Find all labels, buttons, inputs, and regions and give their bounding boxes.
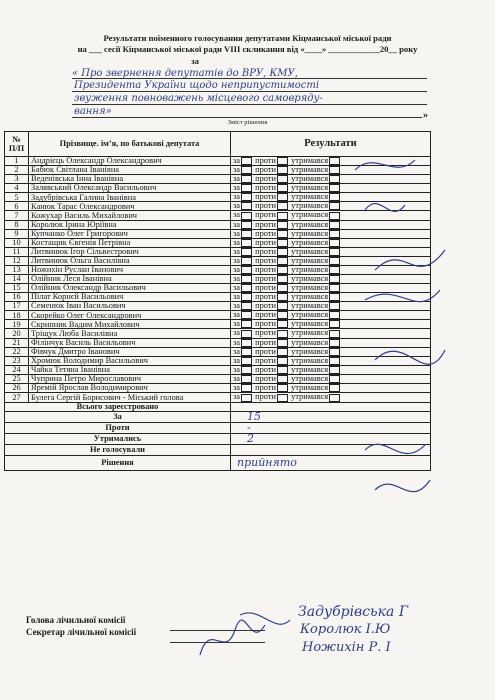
vote-against-label: проти bbox=[255, 292, 277, 302]
signature-name-3: Ножихін Р. І bbox=[302, 640, 391, 655]
deputy-name: Литвинюк Ольга Василівна bbox=[29, 256, 231, 265]
title-line-3: за bbox=[191, 56, 199, 66]
row-number: 17 bbox=[5, 302, 29, 311]
vote-for-checkbox[interactable] bbox=[241, 193, 252, 201]
row-number: 22 bbox=[5, 347, 29, 356]
deputy-name: Кожухар Василь Михайлович bbox=[29, 211, 231, 220]
vote-abstain-label: утримався bbox=[291, 183, 329, 193]
row-number: 15 bbox=[5, 284, 29, 293]
row-number: 5 bbox=[5, 193, 29, 202]
vote-abstain-checkbox[interactable] bbox=[329, 175, 340, 183]
vote-against-checkbox[interactable] bbox=[277, 284, 288, 292]
row-number: 25 bbox=[5, 374, 29, 383]
vote-against-checkbox[interactable] bbox=[277, 221, 288, 229]
vote-for-checkbox[interactable] bbox=[241, 330, 252, 338]
vote-for-label: за bbox=[233, 229, 241, 238]
vote-for-checkbox[interactable] bbox=[241, 320, 252, 328]
deputy-name: Андрієць Олександр Олександрович bbox=[29, 157, 231, 166]
vote-against-label: проти bbox=[255, 256, 277, 265]
row-number: 1 bbox=[5, 157, 29, 166]
secretary-label: Секретар лічильної комісії bbox=[26, 627, 137, 637]
vote-against-label: проти bbox=[255, 338, 277, 347]
vote-for-checkbox[interactable] bbox=[241, 394, 252, 402]
vote-against-label: проти bbox=[255, 174, 277, 184]
vote-against-checkbox[interactable] bbox=[277, 239, 288, 247]
vote-abstain-label: утримався bbox=[291, 310, 329, 320]
vote-abstain-label: утримався bbox=[291, 256, 329, 265]
row-number: 20 bbox=[5, 329, 29, 338]
vote-for-label: за bbox=[233, 347, 241, 356]
vote-against-label: проти bbox=[255, 319, 277, 329]
vote-against-label: проти bbox=[255, 183, 277, 193]
vote-against-checkbox[interactable] bbox=[277, 175, 288, 183]
row-number: 21 bbox=[5, 338, 29, 347]
vote-abstain-label: утримався bbox=[291, 365, 329, 374]
vote-for-checkbox[interactable] bbox=[241, 348, 252, 356]
vote-against-checkbox[interactable] bbox=[277, 157, 288, 165]
row-number: 14 bbox=[5, 275, 29, 284]
vote-abstain-checkbox[interactable] bbox=[329, 384, 340, 392]
vote-against-checkbox[interactable] bbox=[277, 311, 288, 319]
vote-against-checkbox[interactable] bbox=[277, 394, 288, 402]
vote-for-label: за bbox=[233, 165, 241, 175]
vote-for-checkbox[interactable] bbox=[241, 212, 252, 220]
deputy-name: Ножихін Руслан Іванович bbox=[29, 265, 231, 274]
vote-against-checkbox[interactable] bbox=[277, 184, 288, 192]
vote-against-label: проти bbox=[255, 347, 277, 356]
deputy-name: Канюк Тарас Олександрович bbox=[29, 202, 231, 211]
vote-for-label: за bbox=[233, 256, 241, 265]
vote-against-label: проти bbox=[255, 210, 277, 220]
vote-abstain-checkbox[interactable] bbox=[329, 302, 340, 310]
vote-abstain-label: утримався bbox=[291, 174, 329, 184]
handwritten-scribbles bbox=[345, 150, 465, 540]
abstain-label: Утримались bbox=[5, 433, 231, 444]
chair-label: Голова лічильної комісії bbox=[26, 615, 126, 625]
vote-against-checkbox[interactable] bbox=[277, 266, 288, 274]
row-number: 16 bbox=[5, 293, 29, 302]
vote-for-label: за bbox=[233, 210, 241, 220]
row-number: 27 bbox=[5, 393, 29, 403]
vote-against-checkbox[interactable] bbox=[277, 166, 288, 174]
vote-abstain-label: утримався bbox=[291, 238, 329, 247]
vote-against-label: проти bbox=[255, 274, 277, 284]
vote-against-checkbox[interactable] bbox=[277, 302, 288, 310]
col-name-header: Прізвище. імʼя, по батькові депутата bbox=[29, 132, 231, 157]
vote-for-checkbox[interactable] bbox=[241, 293, 252, 301]
vote-for-checkbox[interactable] bbox=[241, 157, 252, 165]
vote-abstain-checkbox[interactable] bbox=[329, 320, 340, 328]
deputy-name: Олійник Леся Іванівна bbox=[29, 275, 231, 284]
row-number: 9 bbox=[5, 229, 29, 238]
vote-for-checkbox[interactable] bbox=[241, 239, 252, 247]
vote-for-label: за bbox=[233, 365, 241, 374]
vote-against-checkbox[interactable] bbox=[277, 248, 288, 256]
deputy-name: Купчанко Олег Григорович bbox=[29, 229, 231, 238]
vote-abstain-label: утримався bbox=[291, 210, 329, 220]
vote-against-checkbox[interactable] bbox=[277, 257, 288, 265]
vote-against-label: проти bbox=[255, 220, 277, 229]
vote-for-label: за bbox=[233, 156, 241, 165]
row-number: 8 bbox=[5, 220, 29, 229]
vote-for-checkbox[interactable] bbox=[241, 175, 252, 183]
vote-against-label: проти bbox=[255, 374, 277, 383]
vote-against-label: проти bbox=[255, 356, 277, 365]
vote-abstain-label: утримався bbox=[291, 328, 329, 338]
vote-against-label: проти bbox=[255, 301, 277, 311]
vote-abstain-label: утримався bbox=[291, 247, 329, 256]
row-number: 18 bbox=[5, 311, 29, 320]
decision-label: Рішення bbox=[5, 455, 231, 470]
novote-label: Не голосували bbox=[5, 444, 231, 455]
signature-name-2: Королюк І.Ю bbox=[300, 622, 391, 637]
vote-abstain-label: утримався bbox=[291, 392, 329, 402]
vote-against-label: проти bbox=[255, 365, 277, 374]
vote-abstain-checkbox[interactable] bbox=[329, 375, 340, 383]
deputy-name: Скорейко Олег Олександрович bbox=[29, 311, 231, 320]
vote-against-checkbox[interactable] bbox=[277, 348, 288, 356]
vote-abstain-checkbox[interactable] bbox=[329, 193, 340, 201]
abstain-value: 2 bbox=[231, 433, 431, 444]
vote-against-checkbox[interactable] bbox=[277, 212, 288, 220]
vote-for-checkbox[interactable] bbox=[241, 311, 252, 319]
for-value: 15 bbox=[231, 411, 431, 422]
vote-for-checkbox[interactable] bbox=[241, 230, 252, 238]
vote-against-label: проти bbox=[255, 283, 277, 293]
vote-for-label: за bbox=[233, 274, 241, 284]
deputy-name: Яремій Ярослав Володимирович bbox=[29, 383, 231, 392]
vote-for-checkbox[interactable] bbox=[241, 166, 252, 174]
vote-against-checkbox[interactable] bbox=[277, 330, 288, 338]
vote-against-checkbox[interactable] bbox=[277, 293, 288, 301]
vote-for-label: за bbox=[233, 374, 241, 383]
vote-for-checkbox[interactable] bbox=[241, 266, 252, 274]
vote-against-checkbox[interactable] bbox=[277, 275, 288, 283]
vote-for-label: за bbox=[233, 201, 241, 211]
vote-abstain-label: утримався bbox=[291, 274, 329, 284]
vote-abstain-checkbox[interactable] bbox=[329, 239, 340, 247]
vote-abstain-label: утримався bbox=[291, 301, 329, 311]
vote-against-checkbox[interactable] bbox=[277, 357, 288, 365]
vote-abstain-checkbox[interactable] bbox=[329, 394, 340, 402]
vote-abstain-label: утримався bbox=[291, 292, 329, 302]
vote-for-checkbox[interactable] bbox=[241, 284, 252, 292]
vote-for-checkbox[interactable] bbox=[241, 384, 252, 392]
vote-abstain-label: утримався bbox=[291, 319, 329, 329]
vote-for-label: за bbox=[233, 310, 241, 320]
registered-label: Всього зареєстровано bbox=[5, 403, 231, 412]
vote-against-label: проти bbox=[255, 392, 277, 402]
against-value: - bbox=[231, 422, 431, 433]
vote-against-checkbox[interactable] bbox=[277, 320, 288, 328]
vote-for-label: за bbox=[233, 283, 241, 293]
vote-abstain-label: утримався bbox=[291, 201, 329, 211]
vote-abstain-label: утримався bbox=[291, 229, 329, 238]
vote-for-label: за bbox=[233, 265, 241, 274]
vote-abstain-checkbox[interactable] bbox=[329, 275, 340, 283]
row-number: 3 bbox=[5, 175, 29, 184]
row-number: 13 bbox=[5, 265, 29, 274]
vote-abstain-checkbox[interactable] bbox=[329, 366, 340, 374]
vote-against-checkbox[interactable] bbox=[277, 202, 288, 210]
deputy-name: Костащик Євгенія Петрівна bbox=[29, 238, 231, 247]
deputy-name: Олійник Олександр Васильович bbox=[29, 284, 231, 293]
vote-against-checkbox[interactable] bbox=[277, 375, 288, 383]
vote-for-label: за bbox=[233, 356, 241, 365]
deputy-name: Хромюк Володимир Васильович bbox=[29, 356, 231, 365]
deputy-name: Філінчук Василь Васильович bbox=[29, 338, 231, 347]
vote-abstain-label: утримався bbox=[291, 265, 329, 274]
vote-for-label: за bbox=[233, 220, 241, 229]
topic-line-3: звуження повноважень місцевого самовряду- bbox=[74, 93, 323, 104]
deputy-name: Тріщук Люба Василівна bbox=[29, 329, 231, 338]
vote-abstain-label: утримався bbox=[291, 192, 329, 202]
deputy-name: Бабюк Світлана Іванівна bbox=[29, 166, 231, 175]
vote-against-label: проти bbox=[255, 192, 277, 202]
vote-abstain-checkbox[interactable] bbox=[329, 348, 340, 356]
vote-abstain-checkbox[interactable] bbox=[329, 202, 340, 210]
vote-for-checkbox[interactable] bbox=[241, 248, 252, 256]
vote-for-checkbox[interactable] bbox=[241, 375, 252, 383]
topic-caption: Зміст рішення bbox=[227, 119, 268, 126]
signature-name-1: Задубрівська Г bbox=[298, 604, 409, 620]
vote-abstain-label: утримався bbox=[291, 283, 329, 293]
decision-topic bbox=[0, 66, 495, 126]
vote-for-label: за bbox=[233, 301, 241, 311]
col-num-header: № П/П bbox=[5, 132, 29, 157]
row-number: 6 bbox=[5, 202, 29, 211]
vote-abstain-checkbox[interactable] bbox=[329, 266, 340, 274]
vote-against-label: проти bbox=[255, 201, 277, 211]
vote-abstain-checkbox[interactable] bbox=[329, 257, 340, 265]
row-number: 19 bbox=[5, 320, 29, 329]
vote-abstain-checkbox[interactable] bbox=[329, 293, 340, 301]
vote-for-checkbox[interactable] bbox=[241, 184, 252, 192]
vote-for-label: за bbox=[233, 392, 241, 402]
vote-for-checkbox[interactable] bbox=[241, 339, 252, 347]
deputy-name: Литвинюк Ігор Сільвестрович bbox=[29, 247, 231, 256]
vote-abstain-checkbox[interactable] bbox=[329, 357, 340, 365]
vote-abstain-label: утримався bbox=[291, 338, 329, 347]
vote-against-label: проти bbox=[255, 383, 277, 392]
deputy-name: Скрипник Вадим Михайлович bbox=[29, 320, 231, 329]
vote-against-checkbox[interactable] bbox=[277, 339, 288, 347]
vote-abstain-checkbox[interactable] bbox=[329, 284, 340, 292]
vote-against-label: проти bbox=[255, 265, 277, 274]
vote-against-label: проти bbox=[255, 238, 277, 247]
vote-for-checkbox[interactable] bbox=[241, 202, 252, 210]
deputy-name: Фівчук Дмитро Іванович bbox=[29, 347, 231, 356]
row-number: 12 bbox=[5, 256, 29, 265]
vote-for-checkbox[interactable] bbox=[241, 366, 252, 374]
vote-abstain-checkbox[interactable] bbox=[329, 330, 340, 338]
row-number: 23 bbox=[5, 356, 29, 365]
vote-for-label: за bbox=[233, 247, 241, 256]
vote-against-label: проти bbox=[255, 247, 277, 256]
vote-abstain-checkbox[interactable] bbox=[329, 221, 340, 229]
vote-abstain-checkbox[interactable] bbox=[329, 157, 340, 165]
vote-abstain-label: утримався bbox=[291, 165, 329, 175]
deputy-name: Булега Сергій Борисович - Міський голова bbox=[29, 393, 231, 403]
against-label: Проти bbox=[5, 422, 231, 433]
vote-abstain-checkbox[interactable] bbox=[329, 230, 340, 238]
deputy-name: Задубрівська Галина Іванівна bbox=[29, 193, 231, 202]
row-number: 11 bbox=[5, 247, 29, 256]
vote-for-label: за bbox=[233, 383, 241, 392]
handwritten-signatures bbox=[180, 600, 310, 670]
vote-against-label: проти bbox=[255, 156, 277, 165]
vote-for-label: за bbox=[233, 238, 241, 247]
vote-abstain-label: утримався bbox=[291, 156, 329, 165]
deputy-name: Семенюк Іван Васильович bbox=[29, 302, 231, 311]
vote-for-checkbox[interactable] bbox=[241, 302, 252, 310]
row-number: 26 bbox=[5, 383, 29, 392]
vote-abstain-checkbox[interactable] bbox=[329, 311, 340, 319]
deputy-name: Чайка Тетяна Іванівна bbox=[29, 365, 231, 374]
vote-against-checkbox[interactable] bbox=[277, 384, 288, 392]
topic-line-4: вання» bbox=[74, 106, 112, 117]
vote-for-label: за bbox=[233, 292, 241, 302]
vote-for-label: за bbox=[233, 338, 241, 347]
vote-abstain-label: утримався bbox=[291, 220, 329, 229]
row-number: 7 bbox=[5, 211, 29, 220]
row-number: 2 bbox=[5, 166, 29, 175]
title-line-1: Результати поіменного голосування депутатами Кіцманської міської ради bbox=[103, 33, 392, 43]
topic-close-quote: » bbox=[423, 110, 428, 121]
vote-against-label: проти bbox=[255, 229, 277, 238]
vote-against-label: проти bbox=[255, 310, 277, 320]
vote-for-checkbox[interactable] bbox=[241, 257, 252, 265]
vote-for-checkbox[interactable] bbox=[241, 275, 252, 283]
vote-abstain-checkbox[interactable] bbox=[329, 166, 340, 174]
deputy-name: Пілат Корнєй Васильович bbox=[29, 293, 231, 302]
vote-for-label: за bbox=[233, 328, 241, 338]
title-line-2: на ___ сесії Кіцманської міської ради VIII скликання від «____» ____________20__ року bbox=[77, 44, 418, 54]
vote-abstain-checkbox[interactable] bbox=[329, 212, 340, 220]
topic-line-2: Президента України щодо неприпустимості bbox=[74, 80, 320, 91]
row-number: 10 bbox=[5, 238, 29, 247]
vote-against-checkbox[interactable] bbox=[277, 230, 288, 238]
col-result-header: Результати bbox=[231, 132, 431, 157]
vote-for-label: за bbox=[233, 174, 241, 184]
vote-for-checkbox[interactable] bbox=[241, 357, 252, 365]
vote-against-checkbox[interactable] bbox=[277, 193, 288, 201]
vote-abstain-label: утримався bbox=[291, 374, 329, 383]
deputy-name: Веденівська Інна Іванівна bbox=[29, 175, 231, 184]
vote-for-label: за bbox=[233, 192, 241, 202]
vote-abstain-label: утримався bbox=[291, 347, 329, 356]
vote-abstain-label: утримався bbox=[291, 356, 329, 365]
vote-abstain-label: утримався bbox=[291, 383, 329, 392]
deputy-name: Королюк Ірина Юріївна bbox=[29, 220, 231, 229]
decision-value: прийнято bbox=[231, 455, 431, 470]
topic-line-1: « Про звернення депутатів до ВРУ, КМУ, bbox=[72, 68, 298, 79]
deputy-name: Чуприна Петро Мирославович bbox=[29, 374, 231, 383]
row-number: 4 bbox=[5, 184, 29, 193]
vote-against-label: проти bbox=[255, 328, 277, 338]
vote-abstain-checkbox[interactable] bbox=[329, 248, 340, 256]
vote-for-label: за bbox=[233, 183, 241, 193]
vote-against-checkbox[interactable] bbox=[277, 366, 288, 374]
vote-abstain-checkbox[interactable] bbox=[329, 184, 340, 192]
vote-for-checkbox[interactable] bbox=[241, 221, 252, 229]
vote-for-label: за bbox=[233, 319, 241, 329]
vote-abstain-checkbox[interactable] bbox=[329, 339, 340, 347]
vote-against-label: проти bbox=[255, 165, 277, 175]
row-number: 24 bbox=[5, 365, 29, 374]
deputy-name: Залявський Олександр Васильович bbox=[29, 184, 231, 193]
for-label: За bbox=[5, 411, 231, 422]
